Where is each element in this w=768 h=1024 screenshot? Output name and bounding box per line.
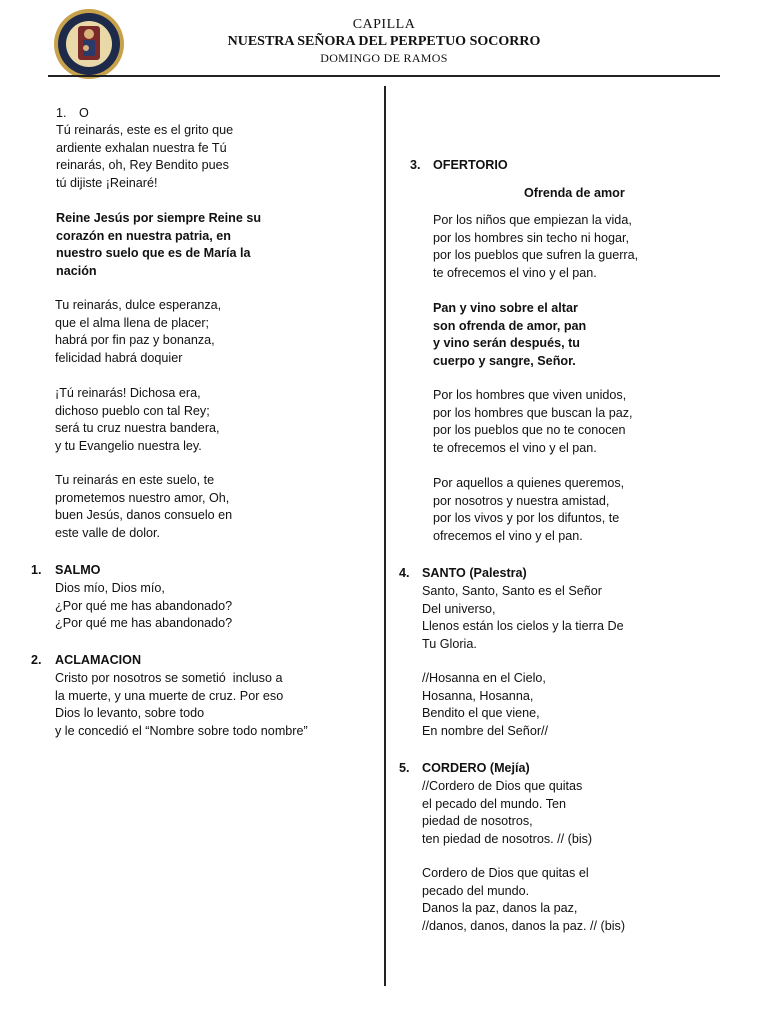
section-title-ofertorio: OFERTORIO bbox=[433, 158, 508, 172]
section-number-entrada: 1. bbox=[56, 106, 67, 120]
section-title-santo: SANTO (Palestra) bbox=[422, 566, 527, 580]
santo-text-2: //Hosanna en el Cielo, Hosanna, Hosanna, Bendito el que viene, En nombre del Señor// bbox=[422, 671, 549, 738]
column-divider bbox=[384, 86, 386, 986]
section-title-cordero: CORDERO (Mejía) bbox=[422, 761, 530, 775]
section-number-salmo: 1. bbox=[31, 563, 42, 577]
cordero-text-2: Cordero de Dios que quitas el pecado del mundo. Danos la paz, danos la paz, //danos, danos, danos la paz. // (bis) bbox=[422, 866, 626, 933]
entrada-verse-1: Tú reinarás, este es el grito que ardiente exhalan nuestra fe Tú reinarás, oh, Rey Bendito pues tú dijiste ¡Reinaré! bbox=[56, 123, 234, 190]
entrada-verse-4: Tu reinarás en este suelo, te prometemos nuestro amor, Oh, buen Jesús, danos consuelo en este valle de dolor. bbox=[55, 473, 233, 540]
section-number-ofertorio: 3. bbox=[410, 158, 421, 172]
section-number-cordero: 5. bbox=[399, 761, 410, 775]
ofertorio-verse-1: Por los niños que empiezan la vida, por los hombres sin techo ni hogar, por los pueblos que sufren la guerra, te ofrecemos el vino y el pan. bbox=[433, 213, 639, 280]
header-subtitle: DOMINGO DE RAMOS bbox=[320, 51, 448, 65]
header-chapel-name: NUESTRA SEÑORA DEL PERPETUO SOCORRO bbox=[227, 34, 541, 49]
salmo-text: Dios mío, Dios mío, ¿Por qué me has abandonado? ¿Por qué me has abandonado? bbox=[55, 581, 233, 630]
aclamacion-text: Cristo por nosotros se sometió incluso a la muerte, y una muerte de cruz. Por eso Dios lo levanto, sobre todo y le concedió el “Nombre sobre todo nombre” bbox=[55, 671, 308, 738]
section-title-aclamacion: ACLAMACION bbox=[55, 653, 142, 667]
section-title-salmo: SALMO bbox=[55, 563, 101, 577]
header-divider bbox=[48, 75, 720, 77]
document-header bbox=[0, 0, 768, 80]
header-chapel-label: CAPILLA bbox=[352, 17, 416, 32]
section-title-entrada: O bbox=[79, 106, 89, 120]
entrada-verse-2: Tu reinarás, dulce esperanza, que el alma llena de placer; habrá por fin paz y bonanza, felicidad habrá doquier bbox=[55, 298, 222, 365]
cordero-text-1: //Cordero de Dios que quitas el pecado del mundo. Ten piedad de nosotros, ten piedad de nosotros. // (bis) bbox=[422, 779, 593, 846]
ofertorio-verse-3: Por aquellos a quienes queremos, por nosotros y nuestra amistad, por los vivos y por los difuntos, te ofrecemos el vino y el pan. bbox=[433, 476, 625, 543]
santo-text-1: Santo, Santo, Santo es el Señor Del universo, Llenos están los cielos y la tierra De Tu Gloria. bbox=[422, 584, 624, 651]
entrada-verse-3: ¡Tú reinarás! Dichosa era, dichoso pueblo con tal Rey; será tu cruz nuestra bandera, y tu Evangelio nuestra ley. bbox=[55, 386, 220, 453]
ofertorio-song-title: Ofrenda de amor bbox=[524, 186, 625, 200]
ofertorio-verse-2: Por los hombres que viven unidos, por los hombres que buscan la paz, por los pueblos que no te conocen te ofrecemos el vino y el pan. bbox=[433, 388, 633, 455]
entrada-refrain: Reine Jesús por siempre Reine su corazón en nuestra patria, en nuestro suelo que es de María la nación bbox=[56, 211, 262, 278]
ofertorio-refrain: Pan y vino sobre el altar son ofrenda de amor, pan y vino serán después, tu cuerpo y sangre, Señor. bbox=[433, 301, 587, 368]
section-number-aclamacion: 2. bbox=[31, 653, 42, 667]
section-number-santo: 4. bbox=[399, 566, 410, 580]
